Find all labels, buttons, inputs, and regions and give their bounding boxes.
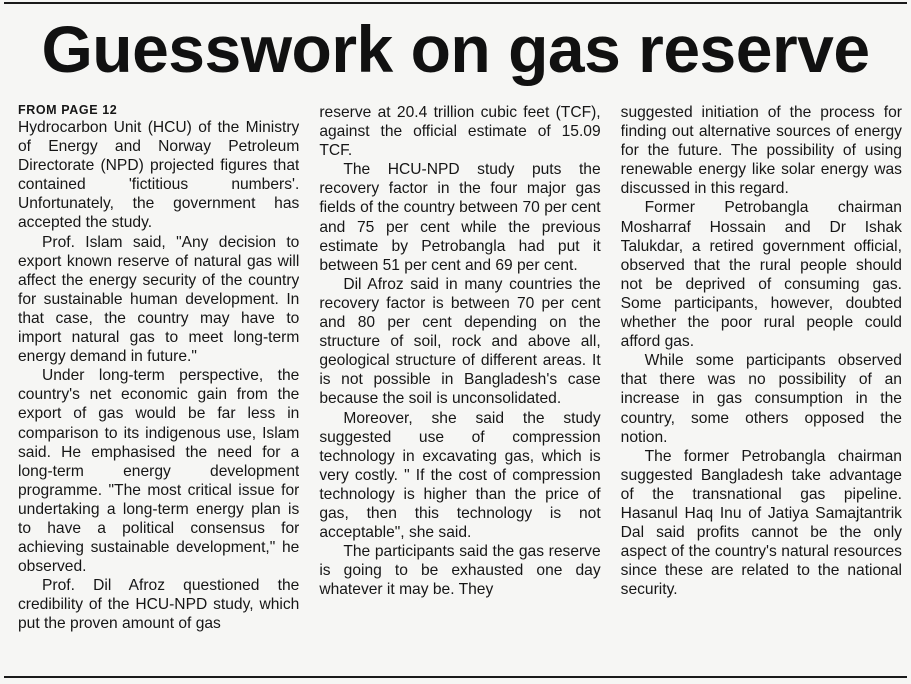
bottom-rule: [4, 676, 907, 678]
paragraph: Dil Afroz said in many countries the recovery factor is between 70 per cent and 80 per cent depending on the structure of soil, rock and above all, geological structure of different areas. It is not possible in Bangladesh's case because the soil is unconsolidated.: [319, 275, 601, 408]
paragraph: Hydrocarbon Unit (HCU) of the Ministry of Energy and Norway Petroleum Directorate (NPD) projected figures that contained 'fictitious numbers'. Unfortunately, the government has accepted the study.: [18, 119, 300, 232]
paragraph: The HCU-NPD study puts the recovery factor in the four major gas fields of the country between 70 per cent and 75 per cent while the previous estimate by Petrobangla had put it between 51 per cent and 69 per cent.: [319, 161, 601, 274]
paragraph: Former Petrobangla chairman Mosharraf Hossain and Dr Ishak Talukdar, a retired government official, observed that the rural people should not be deprived of consuming gas. Some participants, however, doubted whether the poor rural people could afford gas.: [620, 199, 902, 351]
column-3: [621, 103, 902, 675]
column-1: [18, 103, 299, 675]
article-body: [18, 103, 902, 675]
top-rule: [4, 2, 907, 4]
paragraph: The participants said the gas reserve is going to be exhausted one day whatever it may be. They: [319, 543, 601, 599]
paragraph: The former Petrobangla chairman suggested Bangladesh take advantage of the transnational gas pipeline. Hasanul Haq Inu of Jatiya Samajtantrik Dal said profits cannot be the only aspect of the country's natural resources since these are related to the national security.: [620, 447, 902, 599]
paragraph: Moreover, she said the study suggested use of compression technology in excavating gas, which is very costly. " If the cost of compression technology is higher than the price of gas, then this technology is not acceptable", she said.: [319, 409, 601, 542]
paragraph: Under long-term perspective, the country's net economic gain from the export of gas would be far less in comparison to its indigenous use, Islam said. He emphasised the need for a long-term energy development programme. "The most critical issue for undertaking a long-term energy plan is to have a political consensus for achieving sustainable development," he observed.: [18, 367, 300, 576]
column-2: [319, 103, 600, 675]
paragraph: While some participants observed that there was no possibility of an increase in gas consumption in the country, some others opposed the notion.: [620, 352, 902, 446]
paragraph: suggested initiation of the process for finding out alternative sources of energy for the future. The possibility of using renewable energy like solar energy was discussed in this regard.: [620, 104, 902, 198]
paragraph: Prof. Dil Afroz questioned the credibility of the HCU-NPD study, which put the proven amount of gas: [18, 577, 300, 633]
paragraph: Prof. Islam said, "Any decision to export known reserve of natural gas will affect the energy security of the country for sustainable human development. In that case, the country may have to import natural gas to meet long-term energy demand in future.": [18, 233, 300, 366]
paragraph: reserve at 20.4 trillion cubic feet (TCF), against the official estimate of 15.09 TCF.: [319, 104, 601, 160]
headline: Guesswork on gas reserve: [41, 12, 870, 86]
byline: FROM PAGE 12: [18, 103, 118, 117]
